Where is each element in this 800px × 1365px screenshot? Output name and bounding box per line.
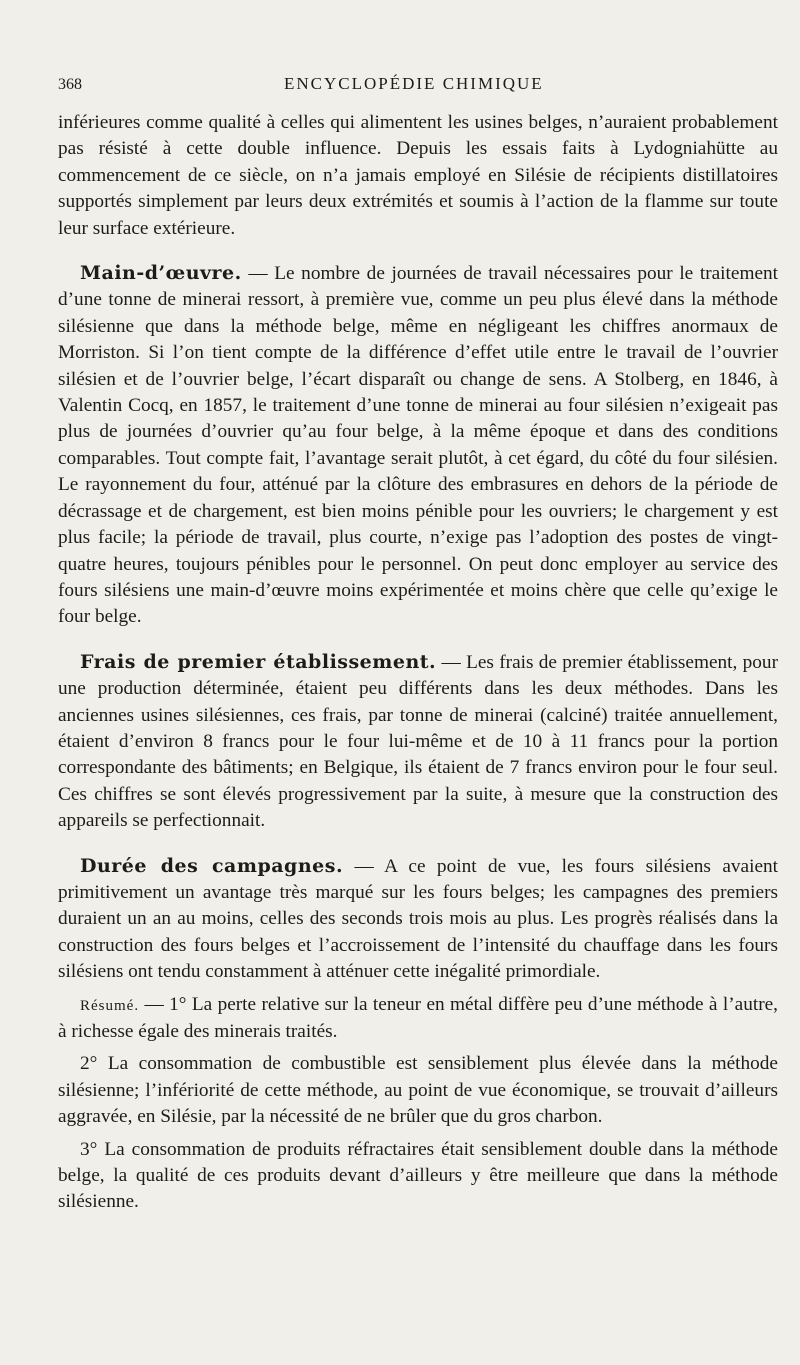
section-heading-frais: Frais de premier établissement.	[80, 650, 437, 673]
paragraph-main-oeuvre	[58, 260, 778, 631]
paragraph-point-2: 2° La consommation de combustible est sensiblement plus élevée dans la méthode silésienne; l’infériorité de cette méthode, au point de vue économique, se trouvait d’ailleurs aggravée, en Silésie, par la nécessité de ne brûler que du gros charbon.	[58, 1053, 778, 1128]
section-heading-duree: Durée des campagnes.	[80, 854, 344, 877]
section-heading-main-oeuvre: Main-d’œuvre.	[80, 262, 242, 285]
paragraph-point-3: 3° La consommation de produits réfractaires était sensiblement double dans la méthode belge, la qualité de ces produits devant d’ailleurs y être meilleure que dans la méthode silésienne.	[58, 1138, 778, 1213]
paragraph-duree	[58, 853, 778, 986]
paragraph-text: — Les frais de premier établissement, pour une production déterminée, étaient peu différents dans les deux méthodes. Dans les anciennes usines silésiennes, ces frais, par tonne de minerai (calciné) traitée annuellement, étaient d’environ 8 francs pour le four lui-même et de 10 à 11 francs pour la portion correspondante des bâtiments; en Belgique, ils étaient de 7 francs environ pour le four seul. Ces chiffres se sont élevés progressivement par la suite, à mesure que la construction des appareils se perfectionnait.	[58, 651, 778, 832]
paragraph-resume	[58, 992, 778, 1046]
paragraph-text: — A ce point de vue, les fours silésiens avaient primitivement un avantage très marqué sur les fours belges; les campagnes des premiers duraient un an au moins, celles des seconds trois mois au plus. Les progrès réalisés dans la construction des fours belges et l’accroissement de l’intensité du chauffage dans les fours silésiens ont tendu constamment à atténuer cette inégalité primordiale.	[58, 855, 778, 983]
paragraph-intro: inférieures comme qualité à celles qui alimentent les usines belges, n’auraient probablement pas résisté à cette double influence. Depuis les essais faits à Lydogniahütte au commencement de ce siècle, on n’a jamais employé en Silésie de récipients distillatoires supportés simplement par leurs deux extrémités et soumis à l’action de la flamme sur toute leur surface extérieure.	[58, 112, 778, 239]
paragraph-frais	[58, 649, 778, 835]
running-title: ENCYCLOPÉDIE CHIMIQUE	[284, 74, 544, 93]
page-number: 368	[58, 76, 82, 93]
paragraph-text: — 1° La perte relative sur la teneur en métal diffère peu d’une méthode à l’autre, à richesse égale des minerais traités.	[58, 993, 778, 1042]
paragraph-text: — Le nombre de journées de travail nécessaires pour le traitement d’une tonne de minerai ressort, à première vue, comme un peu plus élevé dans la méthode silésienne que dans la méthode belge, même en négligeant les chiffres anormaux de Morriston. Si l’on tient compte de la différence d’effet utile entre le travail de l’ouvrier silésien et de l’ouvrier belge, l’écart disparaît ou change de sens. A Stolberg, en 1846, à Valentin Cocq, en 1857, le traitement d’une tonne de minerai au four silésien n’exigeait pas plus de journées d’ouvrier qu’au four belge, à la même époque et dans des conditions comparables. Tout compte fait, l’avantage serait plutôt, à cet égard, du côté du four silésien. Le rayonnement du four, atténué par la clôture des embrasures en dehors de la période de décrassage et de chargement, est bien moins pénible pour les ouvriers; le chargement y est plus facile; la période de travail, plus courte, n’exige pas l’adoption des postes de vingt-quatre heures, toujours pénibles pour le personnel. On peut donc employer au service des fours silésiens une main-d’œuvre moins expérimentée et moins chère que celle qu’exige le four belge.	[58, 263, 778, 628]
page-header	[58, 72, 778, 102]
resume-label: Résumé.	[80, 997, 140, 1014]
